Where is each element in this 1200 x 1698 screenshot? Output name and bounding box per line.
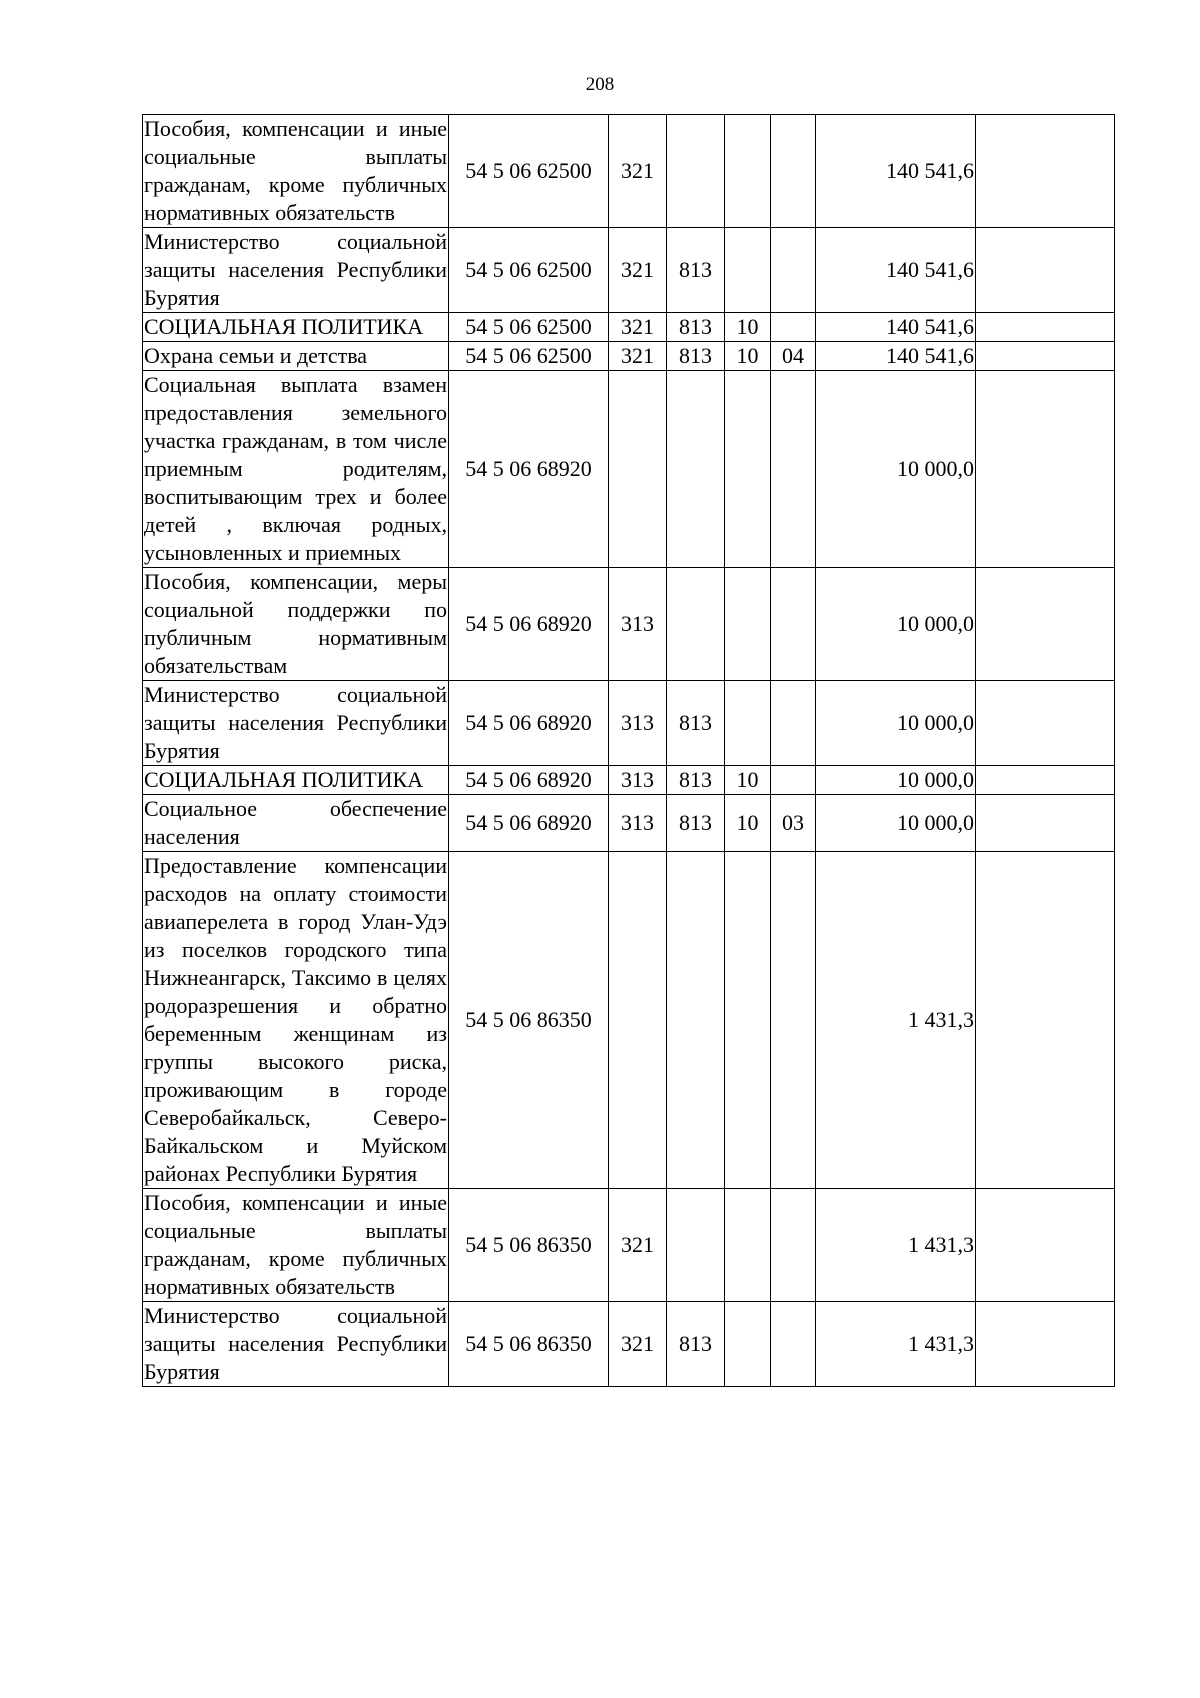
admin-code-cell (667, 852, 725, 1189)
admin-code-cell (667, 371, 725, 568)
amount-cell: 140 541,6 (816, 115, 976, 228)
empty-cell (976, 568, 1115, 681)
table-row (143, 852, 1115, 1189)
empty-cell (976, 795, 1115, 852)
table-row (143, 313, 1115, 342)
target-article-cell: 54 5 06 86350 (449, 852, 609, 1189)
admin-code-cell: 813 (667, 681, 725, 766)
section-cell (725, 1302, 771, 1387)
table-row (143, 228, 1115, 313)
expense-type-cell (609, 852, 667, 1189)
expense-type-cell: 313 (609, 795, 667, 852)
empty-cell (976, 766, 1115, 795)
section-cell (725, 228, 771, 313)
target-article-cell: 54 5 06 62500 (449, 115, 609, 228)
row-name-cell: Предоставление компенсации расходов на оплату стоимости авиаперелета в город Улан-Удэ из поселков городского типа Нижнеангарск, Таксимо в целях родоразрешения и обратно беременным женщинам из группы высокого риска, проживающим в городе Северобайкальск, Северо-Байкальском и Муйском районах Республики Бурятия (143, 852, 449, 1189)
row-name-cell: Пособия, компенсации, меры социальной поддержки по публичным нормативным обязательствам (143, 568, 449, 681)
empty-cell (976, 342, 1115, 371)
target-article-cell: 54 5 06 62500 (449, 342, 609, 371)
table-row (143, 1189, 1115, 1302)
amount-cell: 10 000,0 (816, 795, 976, 852)
subsection-cell: 04 (771, 342, 816, 371)
row-name-cell: Социальное обеспечение населения (143, 795, 449, 852)
empty-cell (976, 115, 1115, 228)
amount-cell: 140 541,6 (816, 313, 976, 342)
row-name-cell: СОЦИАЛЬНАЯ ПОЛИТИКА (143, 766, 449, 795)
expense-type-cell (609, 371, 667, 568)
admin-code-cell: 813 (667, 313, 725, 342)
table-row (143, 766, 1115, 795)
section-cell: 10 (725, 766, 771, 795)
table-row (143, 342, 1115, 371)
table-row (143, 568, 1115, 681)
expense-type-cell: 321 (609, 313, 667, 342)
subsection-cell (771, 568, 816, 681)
subsection-cell (771, 313, 816, 342)
amount-cell: 10 000,0 (816, 568, 976, 681)
target-article-cell: 54 5 06 68920 (449, 766, 609, 795)
expense-type-cell: 313 (609, 568, 667, 681)
admin-code-cell: 813 (667, 795, 725, 852)
admin-code-cell: 813 (667, 228, 725, 313)
subsection-cell (771, 681, 816, 766)
table-row (143, 795, 1115, 852)
admin-code-cell (667, 1189, 725, 1302)
subsection-cell (771, 852, 816, 1189)
subsection-cell (771, 1302, 816, 1387)
section-cell (725, 115, 771, 228)
amount-cell: 1 431,3 (816, 1189, 976, 1302)
row-name-cell: Социальная выплата взамен предоставления земельного участка гражданам, в том числе приемным родителям, воспитывающим трех и более детей , включая родных, усыновленных и приемных (143, 371, 449, 568)
amount-cell: 1 431,3 (816, 852, 976, 1189)
empty-cell (976, 1189, 1115, 1302)
target-article-cell: 54 5 06 68920 (449, 568, 609, 681)
row-name-cell: Министерство социальной защиты населения Республики Бурятия (143, 1302, 449, 1387)
amount-cell: 10 000,0 (816, 766, 976, 795)
empty-cell (976, 371, 1115, 568)
target-article-cell: 54 5 06 68920 (449, 795, 609, 852)
expense-type-cell: 313 (609, 766, 667, 795)
target-article-cell: 54 5 06 62500 (449, 313, 609, 342)
table-row (143, 115, 1115, 228)
target-article-cell: 54 5 06 86350 (449, 1302, 609, 1387)
row-name-cell: СОЦИАЛЬНАЯ ПОЛИТИКА (143, 313, 449, 342)
table-row (143, 371, 1115, 568)
section-cell: 10 (725, 313, 771, 342)
subsection-cell (771, 115, 816, 228)
subsection-cell: 03 (771, 795, 816, 852)
empty-cell (976, 313, 1115, 342)
expense-type-cell: 321 (609, 1302, 667, 1387)
page-number: 208 (585, 74, 615, 95)
row-name-cell: Пособия, компенсации и иные социальные выплаты гражданам, кроме публичных нормативных обязательств (143, 115, 449, 228)
subsection-cell (771, 228, 816, 313)
amount-cell: 10 000,0 (816, 681, 976, 766)
expense-type-cell: 321 (609, 342, 667, 371)
target-article-cell: 54 5 06 68920 (449, 371, 609, 568)
section-cell (725, 568, 771, 681)
amount-cell: 10 000,0 (816, 371, 976, 568)
section-cell (725, 1189, 771, 1302)
subsection-cell (771, 766, 816, 795)
row-name-cell: Министерство социальной защиты населения Республики Бурятия (143, 228, 449, 313)
amount-cell: 140 541,6 (816, 342, 976, 371)
admin-code-cell (667, 115, 725, 228)
section-cell (725, 371, 771, 568)
expense-type-cell: 321 (609, 1189, 667, 1302)
row-name-cell: Пособия, компенсации и иные социальные выплаты гражданам, кроме публичных нормативных обязательств (143, 1189, 449, 1302)
section-cell: 10 (725, 342, 771, 371)
row-name-cell: Министерство социальной защиты населения Республики Бурятия (143, 681, 449, 766)
admin-code-cell (667, 568, 725, 681)
admin-code-cell: 813 (667, 766, 725, 795)
amount-cell: 140 541,6 (816, 228, 976, 313)
budget-table-body (143, 115, 1115, 1387)
expense-type-cell: 321 (609, 228, 667, 313)
empty-cell (976, 681, 1115, 766)
amount-cell: 1 431,3 (816, 1302, 976, 1387)
section-cell: 10 (725, 795, 771, 852)
table-row (143, 1302, 1115, 1387)
empty-cell (976, 1302, 1115, 1387)
empty-cell (976, 228, 1115, 313)
table-row (143, 681, 1115, 766)
row-name-cell: Охрана семьи и детства (143, 342, 449, 371)
section-cell (725, 852, 771, 1189)
subsection-cell (771, 371, 816, 568)
expense-type-cell: 321 (609, 115, 667, 228)
admin-code-cell: 813 (667, 342, 725, 371)
section-cell (725, 681, 771, 766)
expense-type-cell: 313 (609, 681, 667, 766)
target-article-cell: 54 5 06 68920 (449, 681, 609, 766)
target-article-cell: 54 5 06 86350 (449, 1189, 609, 1302)
target-article-cell: 54 5 06 62500 (449, 228, 609, 313)
subsection-cell (771, 1189, 816, 1302)
empty-cell (976, 852, 1115, 1189)
budget-table (142, 114, 1115, 1387)
admin-code-cell: 813 (667, 1302, 725, 1387)
